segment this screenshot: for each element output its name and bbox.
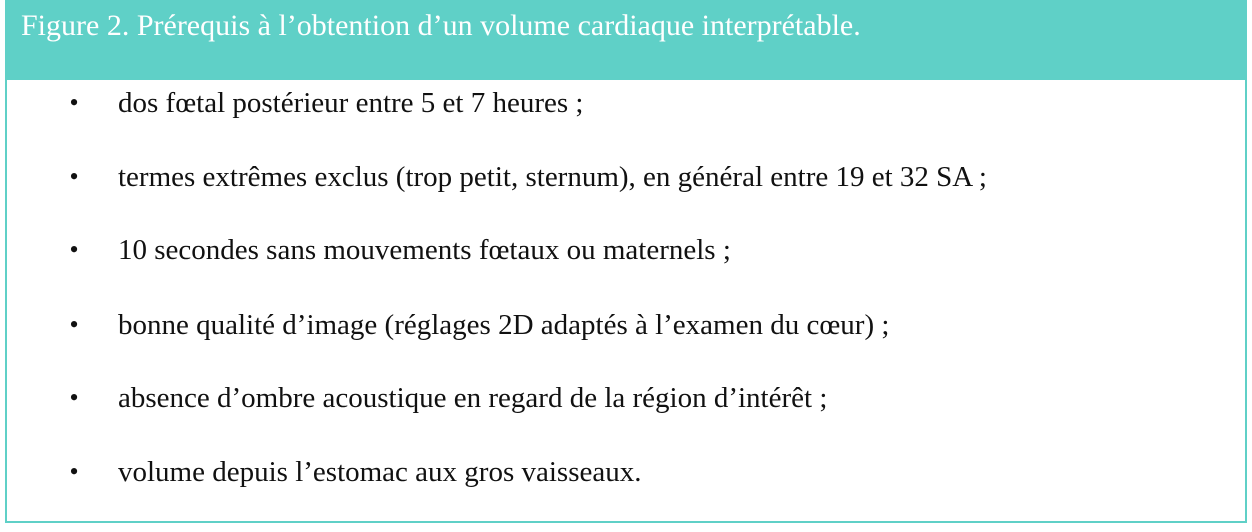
bullet-icon: • (69, 310, 79, 339)
list-item (0, 157, 1200, 197)
bullet-icon: • (69, 457, 79, 486)
figure-header (5, 0, 1247, 80)
bullet-icon: • (69, 88, 79, 117)
bullet-icon: • (69, 235, 79, 264)
list-item (0, 452, 1200, 492)
bullet-icon: • (69, 162, 79, 191)
list-item-text: termes extrêmes exclus (trop petit, sternum), en général entre 19 et 32 SA ; (118, 161, 987, 193)
bullet-icon: • (69, 383, 79, 412)
list-item-text: volume depuis l’estomac aux gros vaisseaux. (118, 456, 642, 488)
list-item-text: bonne qualité d’image (réglages 2D adaptés à l’examen du cœur) ; (118, 309, 890, 341)
list-item (0, 83, 1200, 123)
list-item (0, 378, 1200, 418)
list-item (0, 305, 1200, 345)
list-item-text: 10 secondes sans mouvements fœtaux ou maternels ; (118, 234, 731, 266)
list-item (0, 230, 1200, 270)
list-item-text: dos fœtal postérieur entre 5 et 7 heures ; (118, 87, 584, 119)
figure-title: Figure 2. Prérequis à l’obtention d’un volume cardiaque interprétable. (21, 9, 861, 42)
list-item-text: absence d’ombre acoustique en regard de la région d’intérêt ; (118, 382, 828, 414)
